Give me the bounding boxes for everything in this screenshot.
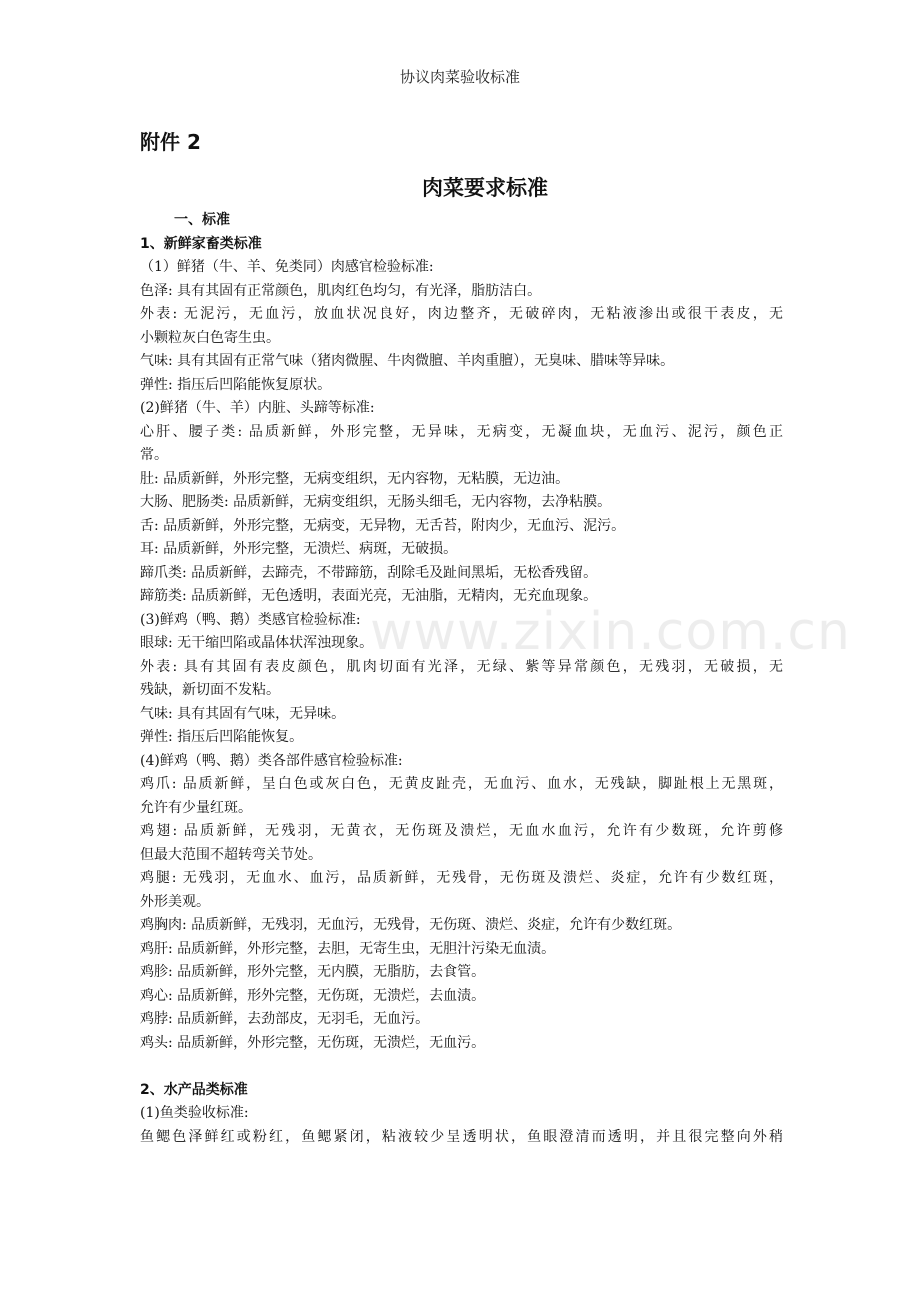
item-heading: (4)鲜鸡（鸭、鹅）类各部件感官检验标准: — [140, 752, 403, 769]
paragraph-line: 鸡头: 品质新鲜，外形完整，无伤斑，无溃烂，无血污。 — [140, 1034, 486, 1051]
paragraph-line: 蹄爪类: 品质新鲜，去蹄壳，不带蹄筋，刮除毛及趾间黑垢，无松香残留。 — [140, 564, 598, 581]
paragraph-line: 鸡翅: 品质新鲜，无残羽，无黄衣，无伤斑及溃烂，无血水血污，允许有少数斑，允许剪修 — [140, 823, 783, 839]
page-header: 协议肉菜验收标准 — [399, 68, 520, 86]
paragraph-line: 弹性: 指压后凹陷能恢复原状。 — [140, 376, 332, 393]
item-heading: (3)鲜鸡（鸭、鹅）类感官检验标准: — [140, 611, 361, 628]
paragraph-line: 鸡胗: 品质新鲜，形外完整，无内膜，无脂肪，去食管。 — [140, 964, 486, 980]
item-heading: (2)鲜猪（牛、羊）内脏、头蹄等标准: — [140, 400, 375, 416]
section-heading: 一、标准 — [174, 212, 230, 228]
paragraph-line: 弹性: 指压后凹陷能恢复。 — [140, 729, 304, 745]
paragraph-line: 耳: 品质新鲜，外形完整，无溃烂、病斑，无破损。 — [140, 541, 458, 557]
paragraph-line: 但最大范围不超转弯关节处。 — [140, 846, 322, 863]
paragraph-line: 心肝、腰子类: 品质新鲜，外形完整，无异味，无病变，无凝血块，无血污、泥污，颜色正 — [140, 423, 783, 440]
paragraph-line: 外表: 无泥污，无血污，放血状况良好，肉边整齐，无破碎肉，无粘液渗出或很干表皮，无 — [140, 306, 783, 322]
item-heading: （1）鲜猪（牛、羊、免类同）肉感官检验标准: — [140, 259, 434, 275]
paragraph-line: 外表: 具有其固有表皮颜色，肌肉切面有光泽，无绿、紫等异常颜色，无残羽，无破损，无 — [140, 658, 783, 675]
subsection-heading: 2、水产品类标准 — [140, 1081, 248, 1098]
paragraph-line: 外形美观。 — [140, 893, 210, 910]
paragraph-line: 大肠、肥肠类: 品质新鲜，无病变组织，无肠头细毛，无内容物，去净粘膜。 — [140, 494, 612, 510]
paragraph-line: 色泽: 具有其固有正常颜色，肌肉红色均匀，有光泽，脂肪洁白。 — [140, 282, 542, 299]
paragraph-line: 鸡爪: 品质新鲜，呈白色或灰白色，无黄皮趾壳，无血污、血水，无残缺，脚趾根上无黑斑， — [140, 776, 783, 792]
paragraph-line: 舌: 品质新鲜，外形完整，无病变，无异物，无舌苔，附肉少，无血污、泥污。 — [140, 517, 626, 534]
paragraph-line: 气味: 具有其固有气味，无异味。 — [140, 705, 346, 722]
paragraph-line: 鸡胸肉: 品质新鲜，无残羽，无血污，无残骨，无伤斑、溃烂、炎症，允许有少数红斑。 — [140, 917, 682, 933]
paragraph-line: 鸡肝: 品质新鲜，外形完整，去胆，无寄生虫，无胆汁污染无血渍。 — [140, 940, 556, 957]
watermark: www.zixin.com.cn — [370, 602, 851, 662]
paragraph-line: 气味: 具有其固有正常气味（猪肉微腥、牛肉微膻、羊肉重膻），无臭味、腊味等异味。 — [140, 353, 675, 369]
paragraph-line: 肚: 品质新鲜，外形完整，无病变组织，无内容物，无粘膜，无边油。 — [140, 470, 570, 487]
subsection-heading: 1、新鲜家畜类标准 — [140, 235, 262, 252]
paragraph-line: 鸡腿: 无残羽，无血水、血污，品质新鲜，无残骨，无伤斑及溃烂、炎症，允许有少数红斑， — [140, 870, 783, 886]
paragraph-line: 眼球: 无干缩凹陷或晶体状浑浊现象。 — [140, 635, 374, 651]
paragraph-line: 鱼鳃色泽鲜红或粉红，鱼鳃紧闭，粘液较少呈透明状，鱼眼澄清而透明，并且很完整向外稍 — [140, 1128, 783, 1145]
paragraph-line: 常。 — [140, 447, 168, 463]
paragraph-line: 允许有少量红斑。 — [140, 799, 252, 816]
attachment-label: 附件 2 — [140, 130, 201, 154]
item-heading: (1)鱼类验收标准: — [140, 1105, 249, 1121]
spacer — [140, 1055, 783, 1079]
paragraph-line: 小颗粒灰白色寄生虫。 — [140, 329, 280, 346]
document-title: 肉菜要求标准 — [422, 176, 548, 200]
paragraph-line: 鸡脖: 品质新鲜，去劲部皮，无羽毛，无血污。 — [140, 1011, 430, 1027]
paragraph-line: 鸡心: 品质新鲜，形外完整，无伤斑，无溃烂，去血渍。 — [140, 987, 486, 1004]
paragraph-line: 残缺，新切面不发粘。 — [140, 682, 280, 698]
document-body — [140, 209, 783, 1149]
paragraph-line: 蹄筋类: 品质新鲜，无色透明，表面光亮，无油脂，无精肉，无充血现象。 — [140, 588, 598, 604]
